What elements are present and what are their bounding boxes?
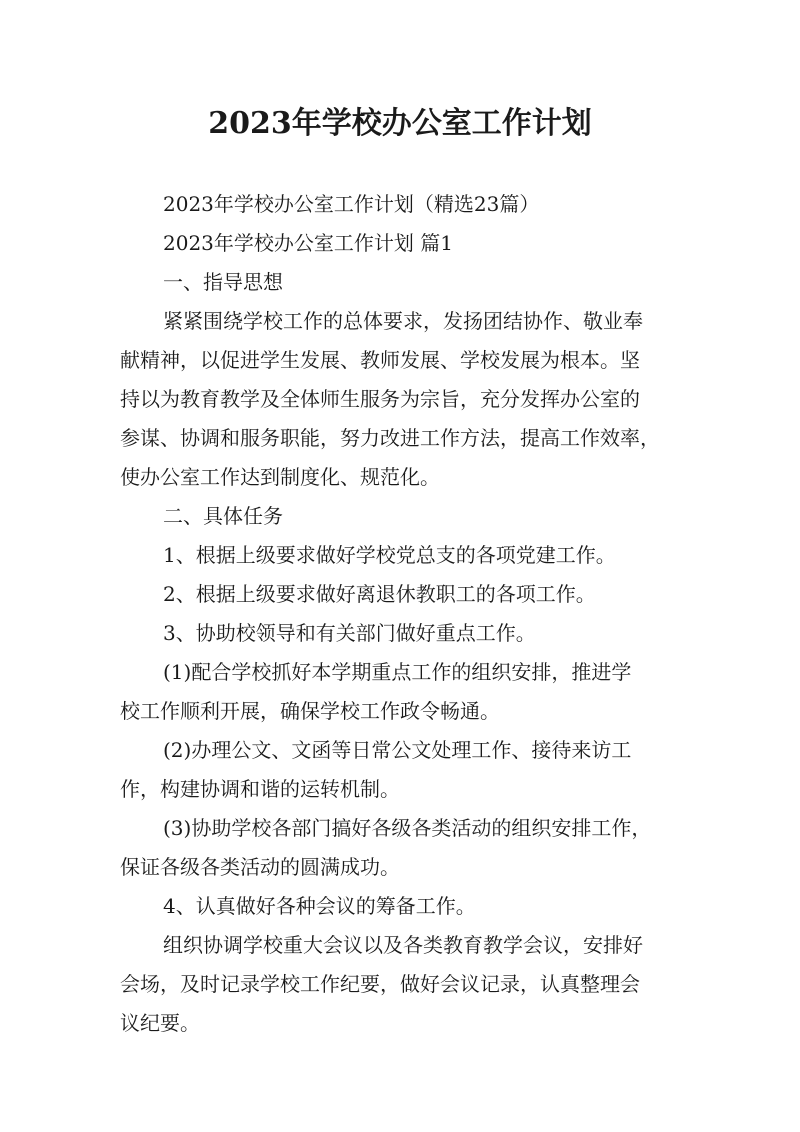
paragraph-line: 献精神，以促进学生发展、教师发展、学校发展为根本。坚 — [120, 348, 640, 372]
line-section-heading: 2023年学校办公室工作计划 篇1 — [163, 231, 453, 255]
line-subtitle: 2023年学校办公室工作计划（精选23篇） — [163, 192, 540, 216]
line-heading-tasks: 二、具体任务 — [163, 504, 283, 528]
paragraph-line: 保证各级各类活动的圆满成功。 — [120, 855, 400, 879]
paragraph-line: 校工作顺利开展，确保学校工作政令畅通。 — [120, 699, 500, 723]
list-item: 3、协助校领导和有关部门做好重点工作。 — [163, 621, 536, 645]
paragraph-line: 作，构建协调和谐的运转机制。 — [120, 777, 400, 801]
paragraph-line: (2)办理公文、文函等日常公文处理工作、接待来访工 — [163, 738, 632, 762]
list-item: 4、认真做好各种会议的筹备工作。 — [163, 894, 476, 918]
paragraph-line: (3)协助学校各部门搞好各级各类活动的组织安排工作， — [163, 816, 652, 840]
line-heading-guiding: 一、指导思想 — [163, 270, 283, 294]
paragraph-line: 议纪要。 — [120, 1011, 200, 1035]
paragraph-line: 组织协调学校重大会议以及各类教育教学会议，安排好 — [163, 933, 643, 957]
paragraph-line: 会场，及时记录学校工作纪要，做好会议记录，认真整理会 — [120, 972, 640, 996]
paragraph-line: 参谋、协调和服务职能，努力改进工作方法，提高工作效率， — [120, 426, 660, 450]
paragraph-line: 使办公室工作达到制度化、规范化。 — [120, 465, 440, 489]
paragraph-line: 持以为教育教学及全体师生服务为宗旨，充分发挥办公室的 — [120, 387, 640, 411]
paragraph-line: (1)配合学校抓好本学期重点工作的组织安排，推进学 — [163, 660, 632, 684]
paragraph-line: 紧紧围绕学校工作的总体要求，发扬团结协作、敬业奉 — [163, 309, 643, 333]
document-title: 2023年学校办公室工作计划 — [208, 106, 592, 141]
list-item: 2、根据上级要求做好离退休教职工的各项工作。 — [163, 582, 596, 606]
list-item: 1、根据上级要求做好学校党总支的各项党建工作。 — [163, 543, 616, 567]
